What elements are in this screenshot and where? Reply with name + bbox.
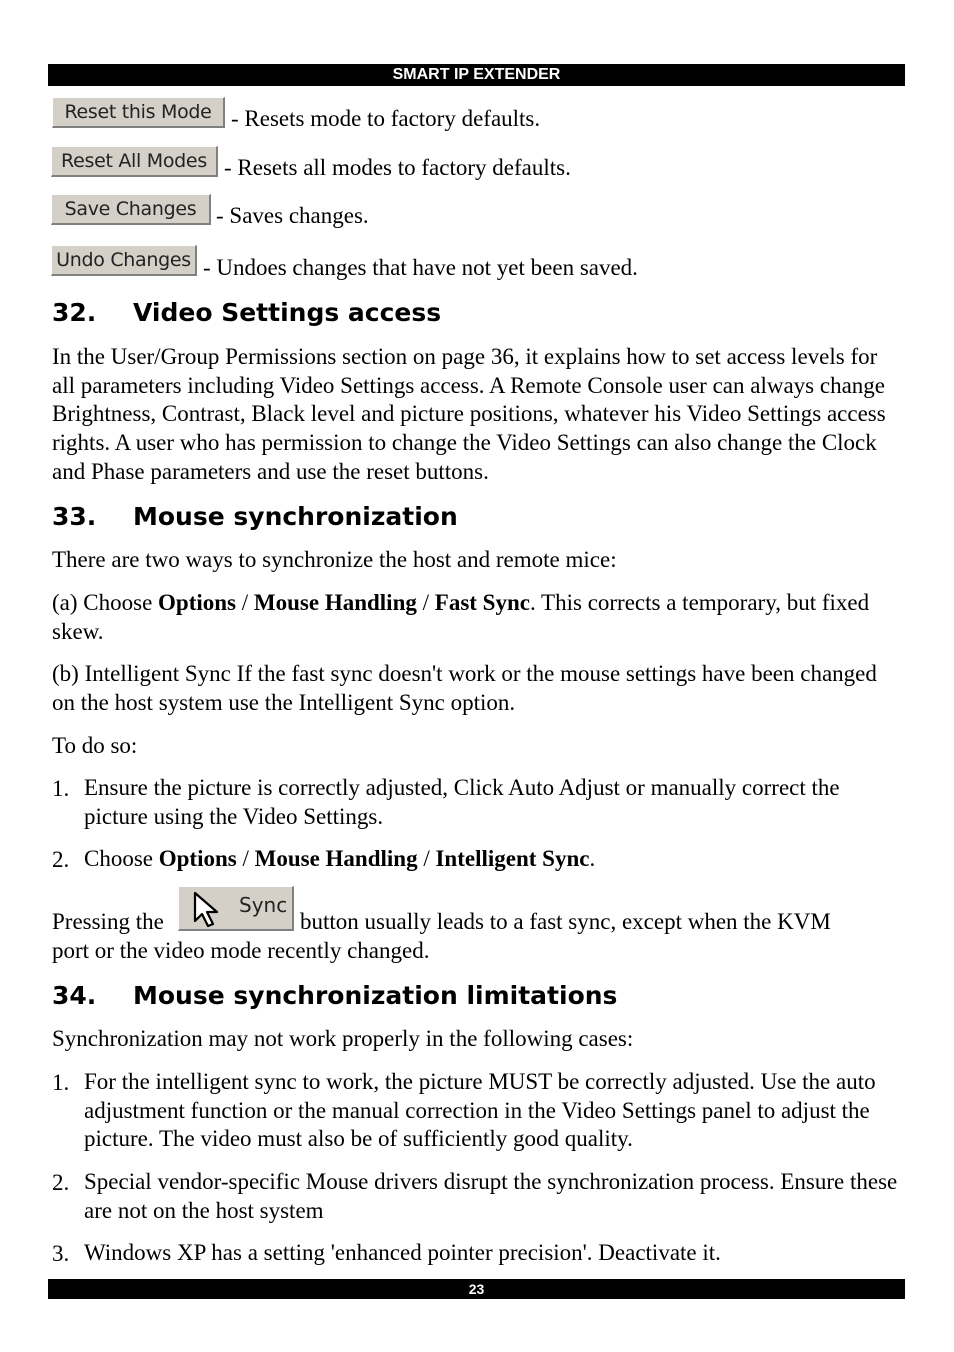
- pressing-prefix: Pressing the: [52, 909, 164, 934]
- section-34-intro: Synchronization may not work properly in the following cases:: [52, 1026, 634, 1051]
- step-2-suffix: .: [589, 846, 596, 871]
- section-32-number: 32.: [52, 298, 97, 327]
- option-a-paragraph: [52, 589, 902, 646]
- step-2-number: 2.: [52, 847, 70, 872]
- option-a-prefix: (a) Choose: [52, 590, 159, 615]
- option-a-sep1: /: [236, 590, 254, 615]
- section-32-body: In the User/Group Permissions section on page 36, it explains how to set access levels for all parameters including Video Settings access. A Remote Console user can always change Brightness, Contrast, Black level and picture positions, whatever his Video Settings access rights. A user who has permission to change the Video Settings can also change the Clock and Phase parameters and use the reset buttons.: [52, 344, 886, 484]
- option-a-options: Options: [158, 590, 237, 615]
- page-header: SMART IP EXTENDER: [48, 64, 905, 86]
- step-2-text: [84, 845, 904, 874]
- limitation-3-text: Windows XP has a setting 'enhanced pointer precision'. Deactivate it.: [84, 1240, 721, 1265]
- reset-this-mode-desc: - Resets mode to factory defaults.: [231, 106, 541, 131]
- to-do-so: To do so:: [52, 733, 138, 758]
- section-33-title: Mouse synchronization: [133, 502, 458, 531]
- reset-all-modes-button-image: Reset All Modes: [51, 146, 218, 177]
- option-a-mouse-handling: Mouse Handling: [253, 590, 417, 615]
- limitation-2-text: Special vendor-specific Mouse drivers disrupt the synchronization process. Ensure these are not on the host system: [84, 1169, 898, 1223]
- step-2-intelligent-sync: Intelligent Sync: [435, 846, 590, 871]
- section-34-number: 34.: [52, 981, 97, 1010]
- option-a-sep2: /: [416, 590, 435, 615]
- pressing-line-2: port or the video mode recently changed.: [52, 938, 430, 963]
- reset-all-modes-desc: - Resets all modes to factory defaults.: [224, 155, 571, 180]
- section-34-heading: [52, 980, 617, 1012]
- step-1-text: Ensure the picture is correctly adjusted, Click Auto Adjust or manually correct the picture using the Video Settings.: [84, 775, 840, 829]
- option-a-fast-sync: Fast Sync: [434, 590, 530, 615]
- limitation-1-number: 1.: [52, 1070, 70, 1095]
- section-34-title: Mouse synchronization limitations: [133, 981, 618, 1010]
- section-32-heading: [52, 297, 441, 329]
- sync-button-image: [178, 886, 294, 931]
- section-33-intro: There are two ways to synchronize the host and remote mice:: [52, 547, 617, 572]
- step-2-sep1: /: [236, 846, 255, 871]
- undo-changes-button-image: Undo Changes: [51, 245, 197, 276]
- step-2-sep2: /: [417, 846, 436, 871]
- section-33-number: 33.: [52, 502, 97, 531]
- option-a-suffix: . This corrects a temporary, but fixed skew.: [52, 590, 870, 644]
- limitation-1-text: For the intelligent sync to work, the picture MUST be correctly adjusted. Use the auto adjustment function or the manual correction in the Video Settings panel to adjust the picture. The video must also be of sufficiently good quality.: [84, 1069, 876, 1152]
- limitation-2-number: 2.: [52, 1170, 70, 1195]
- limitation-3-number: 3.: [52, 1241, 70, 1266]
- cursor-icon: [191, 891, 227, 929]
- section-32-title: Video Settings access: [133, 298, 442, 327]
- step-2-prefix: Choose: [84, 846, 159, 871]
- option-b-paragraph: (b) Intelligent Sync If the fast sync doesn't work or the mouse settings have been changed on the host system use the Intelligent Sync option.: [52, 661, 877, 715]
- reset-this-mode-button-image: Reset this Mode: [52, 97, 225, 128]
- step-2-mouse-handling: Mouse Handling: [254, 846, 418, 871]
- save-changes-button-image: Save Changes: [51, 194, 211, 225]
- pressing-suffix: button usually leads to a fast sync, except when the KVM: [300, 909, 831, 934]
- sync-button-label: Sync: [239, 893, 288, 917]
- save-changes-desc: - Saves changes.: [216, 203, 369, 228]
- section-33-heading: [52, 501, 458, 533]
- page-number: 23: [48, 1279, 905, 1299]
- undo-changes-desc: - Undoes changes that have not yet been saved.: [203, 255, 638, 280]
- step-1-number: 1.: [52, 776, 70, 801]
- step-2-options: Options: [158, 846, 237, 871]
